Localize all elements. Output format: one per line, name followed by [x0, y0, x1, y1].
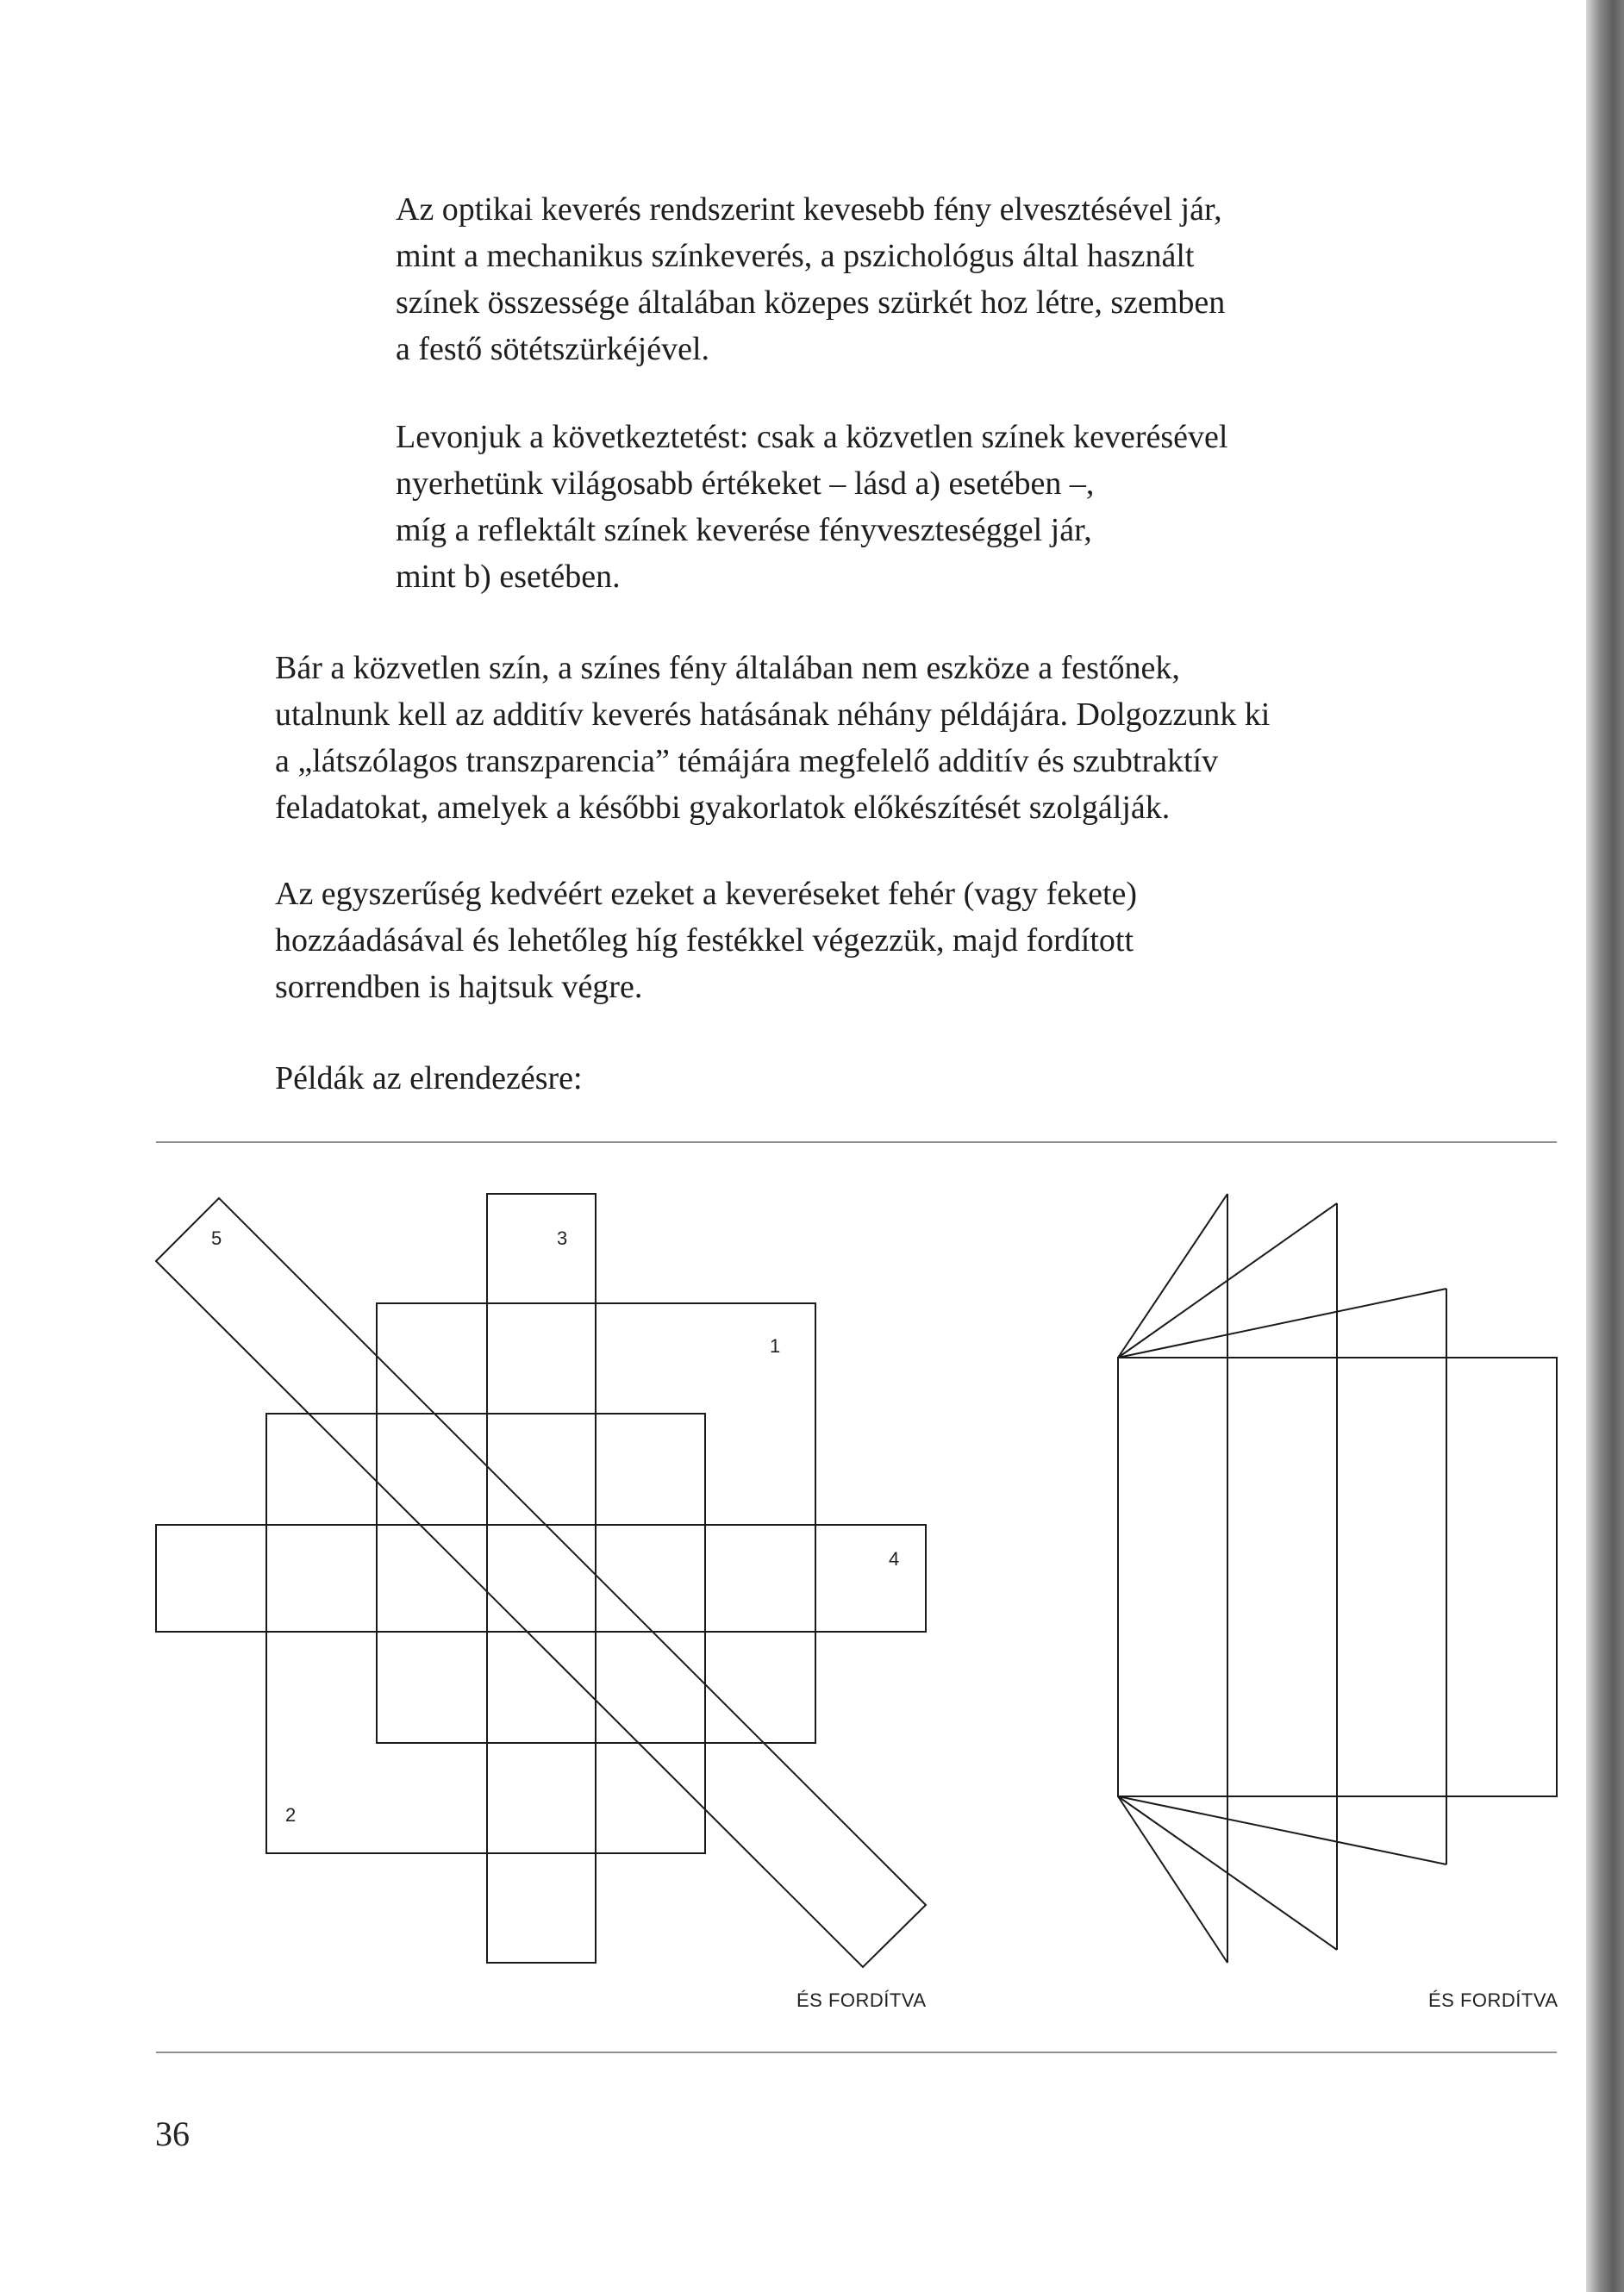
paragraph-simplicity: Az egyszerűség kedvéért ezeket a keveréseket fehér (vagy fekete) hozzáadásával és lehetőleg híg festékkel végezzük, majd fordított sorrendben is hajtsuk végre.	[275, 876, 1138, 1005]
left-figure-shapes	[156, 1194, 926, 1967]
paragraph-direct-color: Bár a közvetlen szín, a színes fény általában nem eszköze a festőnek, utalnunk kell az additív keverés hatásának néhány példájára. Dolgozzunk ki a „látszólagos transzparencia” témájára megfelelő additív és szubtraktív feladatokat, amelyek a későbbi gyakorlatok előkészítését szolgálják.	[275, 650, 1271, 826]
right-figure-shapes	[1118, 1194, 1557, 1963]
square-2	[266, 1414, 705, 1853]
horizontal-band-4	[156, 1525, 926, 1632]
shape-label-2: 2	[285, 1804, 297, 1826]
right-figure-caption: ÉS FORDÍTVA	[1428, 1989, 1558, 2011]
paragraph-optical-mixing: Az optikai keverés rendszerint kevesebb fény elvesztésével jár, mint a mechanikus színkeverés, a pszichológus által használt színek összessége általában közepes szürkét hoz létre, szemben a festő sötétszürkéjével.	[396, 191, 1226, 367]
lower-fan-line-1	[1118, 1796, 1227, 1963]
arrangement-figures	[0, 1121, 1624, 2052]
shape-label-5: 5	[211, 1227, 222, 1249]
upper-fan-line-1	[1118, 1194, 1227, 1358]
vertical-band-3	[487, 1194, 596, 1963]
shape-label-3: 3	[557, 1227, 568, 1249]
figures-svg	[0, 1121, 1624, 2052]
paragraph-conclusion: Levonjuk a következtetést: csak a közvetlen színek keverésével nyerhetünk világosabb értékeket – lásd a) esetében –, míg a reflektált színek keverése fényveszteséggel jár, mint b) esetében.	[396, 419, 1228, 595]
shape-label-1: 1	[770, 1335, 781, 1357]
paragraph-examples-intro: Példák az elrendezésre:	[275, 1060, 583, 1096]
shape-label-4: 4	[889, 1548, 900, 1570]
diagonal-band-5	[156, 1198, 926, 1967]
bottom-divider-rule	[156, 2052, 1557, 2053]
page-number: 36	[155, 2114, 190, 2153]
left-figure-caption: ÉS FORDÍTVA	[796, 1989, 927, 2011]
